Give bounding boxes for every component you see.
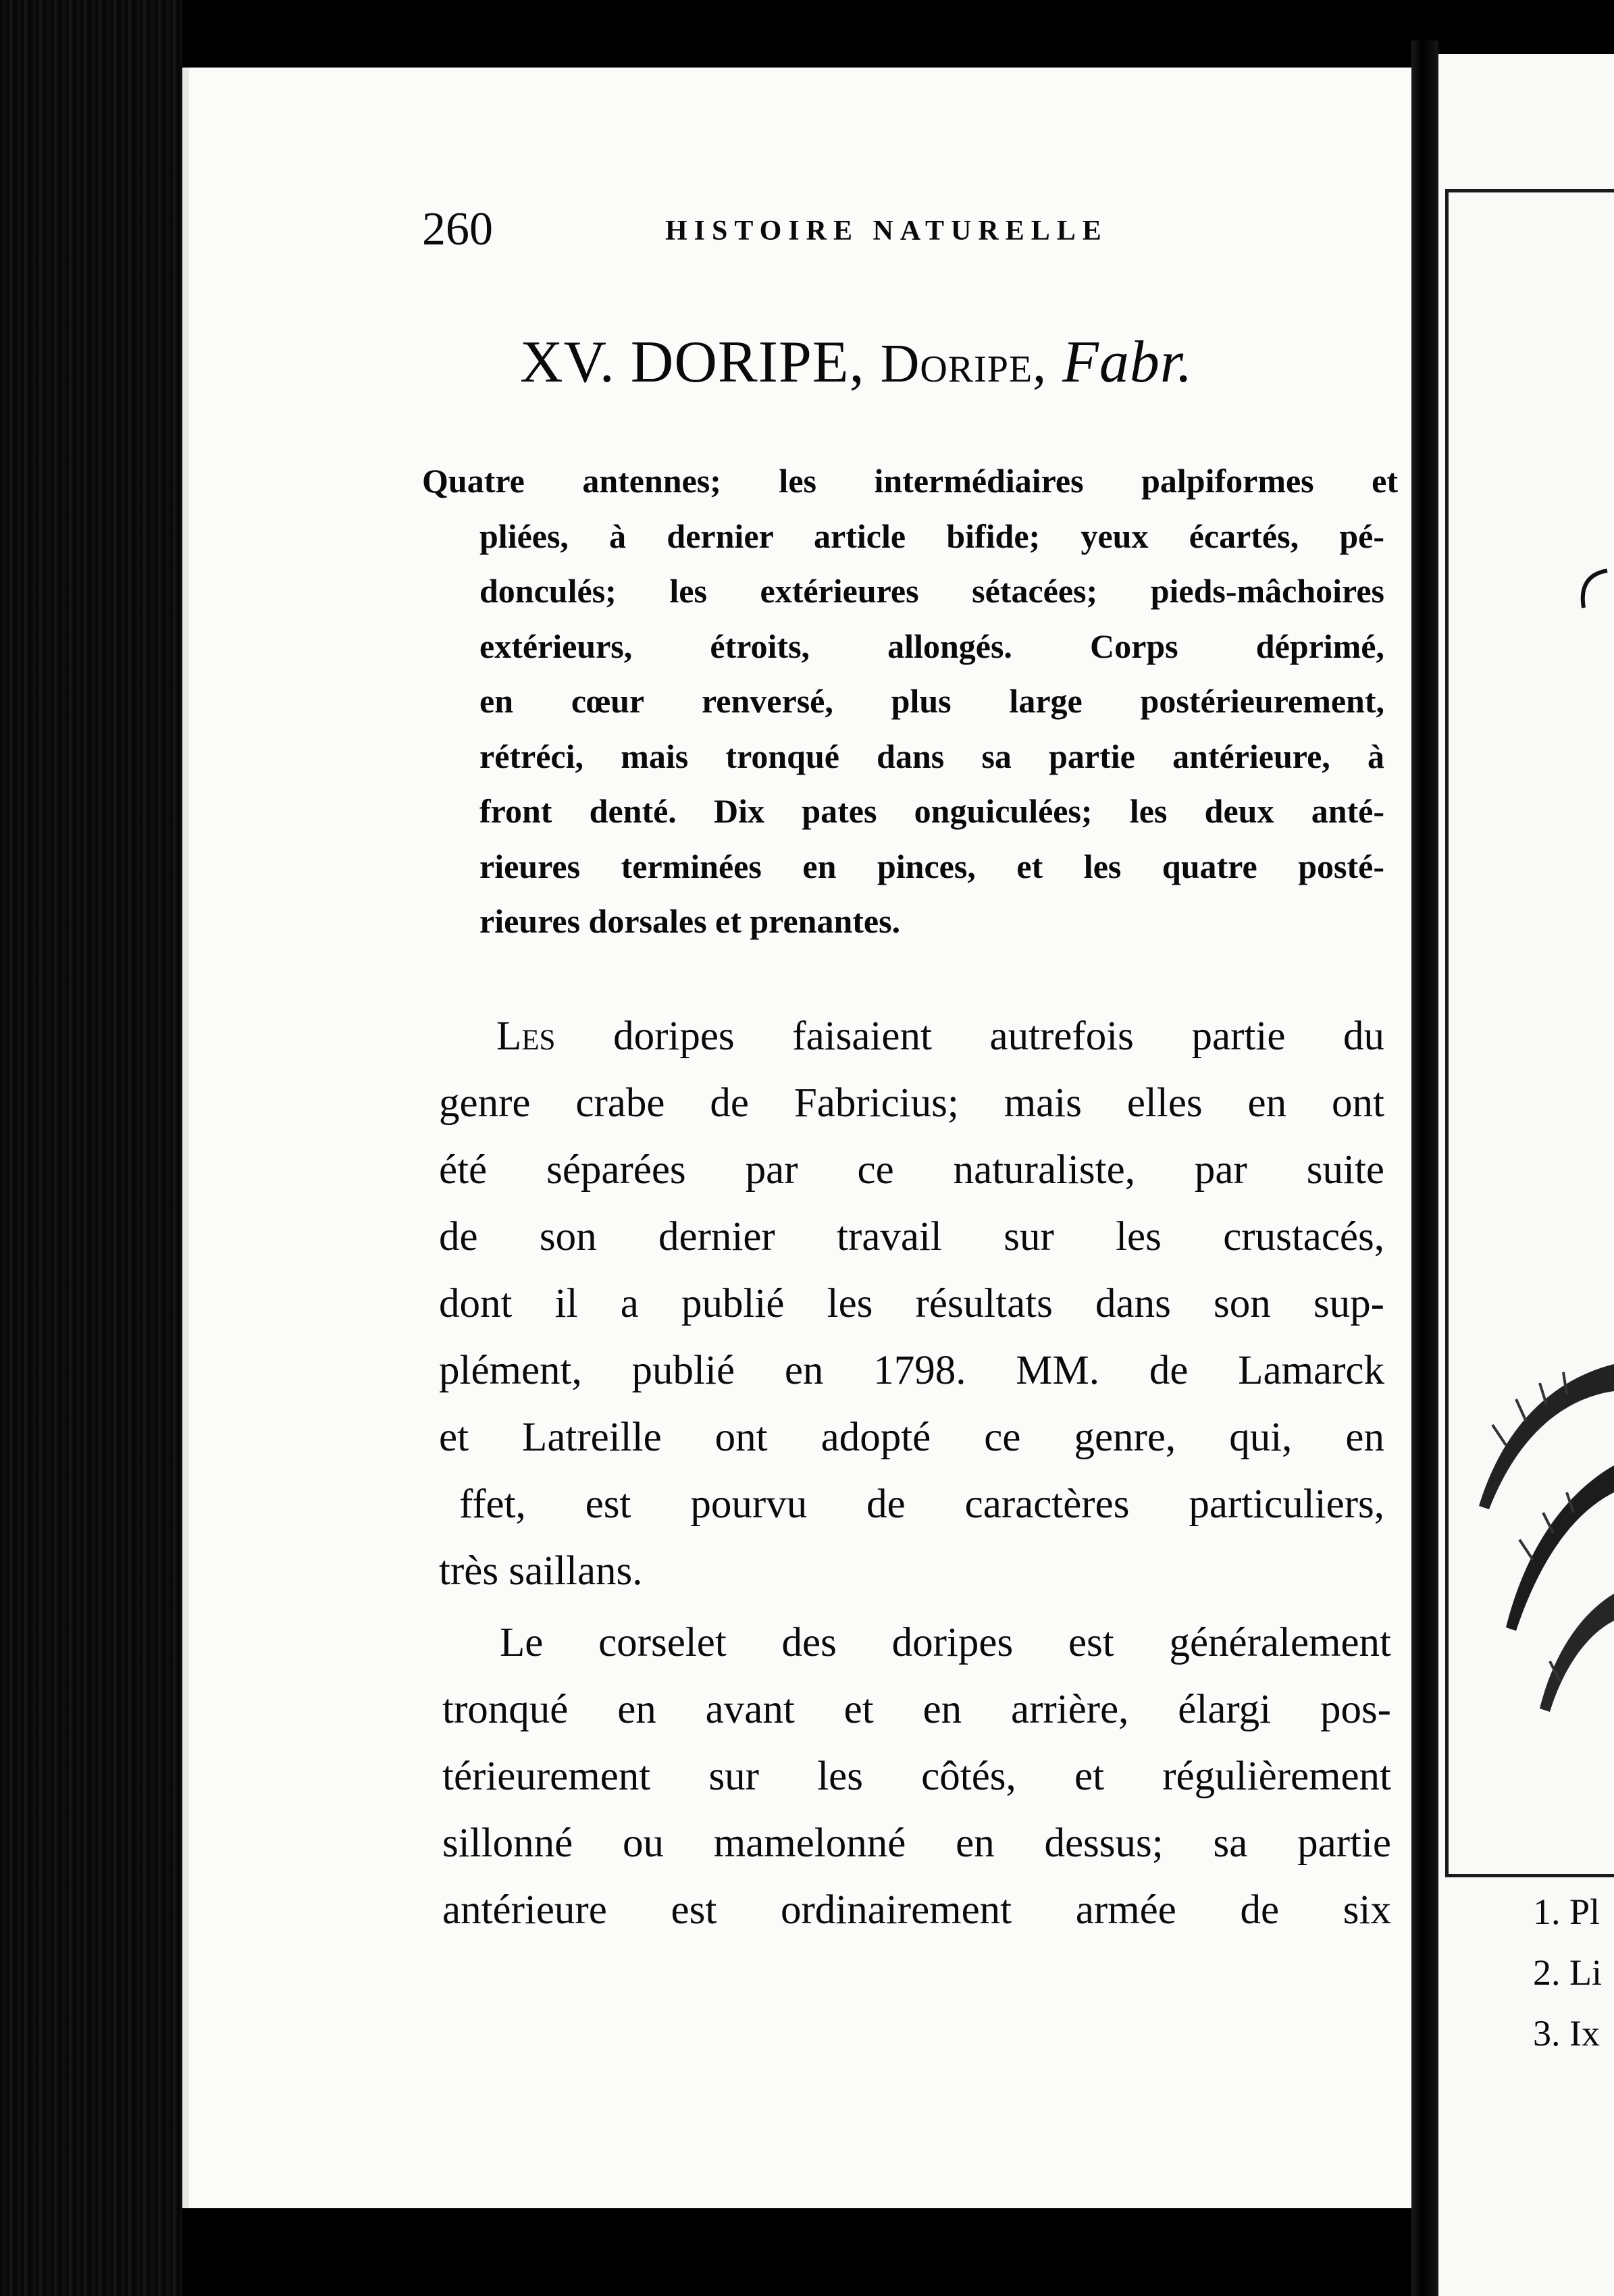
paragraph-line: antérieure est ordinairement armée de six <box>442 1887 1391 1933</box>
definition-line: front denté. Dix pates onguiculées; les deux anté- <box>479 792 1384 830</box>
definition-line: rieures dorsales et prenantes. <box>479 902 901 940</box>
crustacean-leg-engraving <box>1452 547 1614 1796</box>
plate-caption: 1. Pl <box>1533 1891 1600 1932</box>
definition-line: Quatre antennes; les intermédiaires palpiformes et <box>422 462 1398 500</box>
definition-line: extérieurs, étroits, allongés. Corps déprimé, <box>479 627 1384 665</box>
genus-name-french: Doripe, <box>880 334 1047 394</box>
paragraph-line: plément, publié en 1798. MM. de Lamarck <box>439 1348 1384 1393</box>
paragraph-line: sillonné ou mamelonné en dessus; sa partie <box>442 1821 1391 1866</box>
paragraph-line: très saillans. <box>439 1548 643 1594</box>
definition-line: rieures terminées en pinces, et les quatre posté- <box>479 847 1384 885</box>
plate-caption: 2. Li <box>1533 1952 1602 1993</box>
lead-word: Les <box>496 1014 556 1059</box>
definition-line: donculés; les extérieures sétacées; pieds-mâchoires <box>479 572 1384 610</box>
genus-author: Fabr. <box>1062 330 1193 395</box>
plate-caption: 3. Ix <box>1533 2013 1600 2054</box>
section-numeral: XV. <box>520 330 615 395</box>
paragraph-line: ffet, est pourvu de caractères particuliers, <box>459 1482 1384 1527</box>
paragraph-line: térieurement sur les côtés, et régulièrement <box>442 1754 1391 1799</box>
paragraph-line: tronqué en avant et en arrière, élargi pos- <box>442 1687 1391 1732</box>
definition-line: rétréci, mais tronqué dans sa partie antérieure, à <box>479 737 1384 775</box>
paragraph-line: dont il a publié les résultats dans son sup- <box>439 1281 1384 1326</box>
paragraph-line <box>496 1013 1384 1060</box>
running-head: HISTOIRE NATURELLE <box>665 215 1108 246</box>
page-gutter <box>1411 41 1438 2296</box>
page-number: 260 <box>422 203 493 255</box>
definition-line: en cœur renversé, plus large postérieurement, <box>479 682 1384 720</box>
paragraph-line: genre crabe de Fabricius; mais elles en ont <box>439 1080 1384 1126</box>
paragraph-line: été séparées par ce naturaliste, par suite <box>439 1147 1384 1193</box>
book-spine-edge <box>0 0 182 2296</box>
paragraph-line: Le corselet des doripes est généralement <box>500 1620 1391 1665</box>
paragraph-line: et Latreille ont adopté ce genre, qui, en <box>439 1415 1384 1460</box>
facing-plate-page <box>1438 54 1614 2296</box>
first-line-text: doripes faisaient autrefois partie du <box>613 1014 1384 1059</box>
definition-line: pliées, à dernier article bifide; yeux écartés, pé- <box>479 517 1384 555</box>
section-heading <box>520 328 1193 396</box>
genus-name-latin: DORIPE, <box>630 330 865 395</box>
paragraph-line: de son dernier travail sur les crustacés, <box>439 1214 1384 1259</box>
